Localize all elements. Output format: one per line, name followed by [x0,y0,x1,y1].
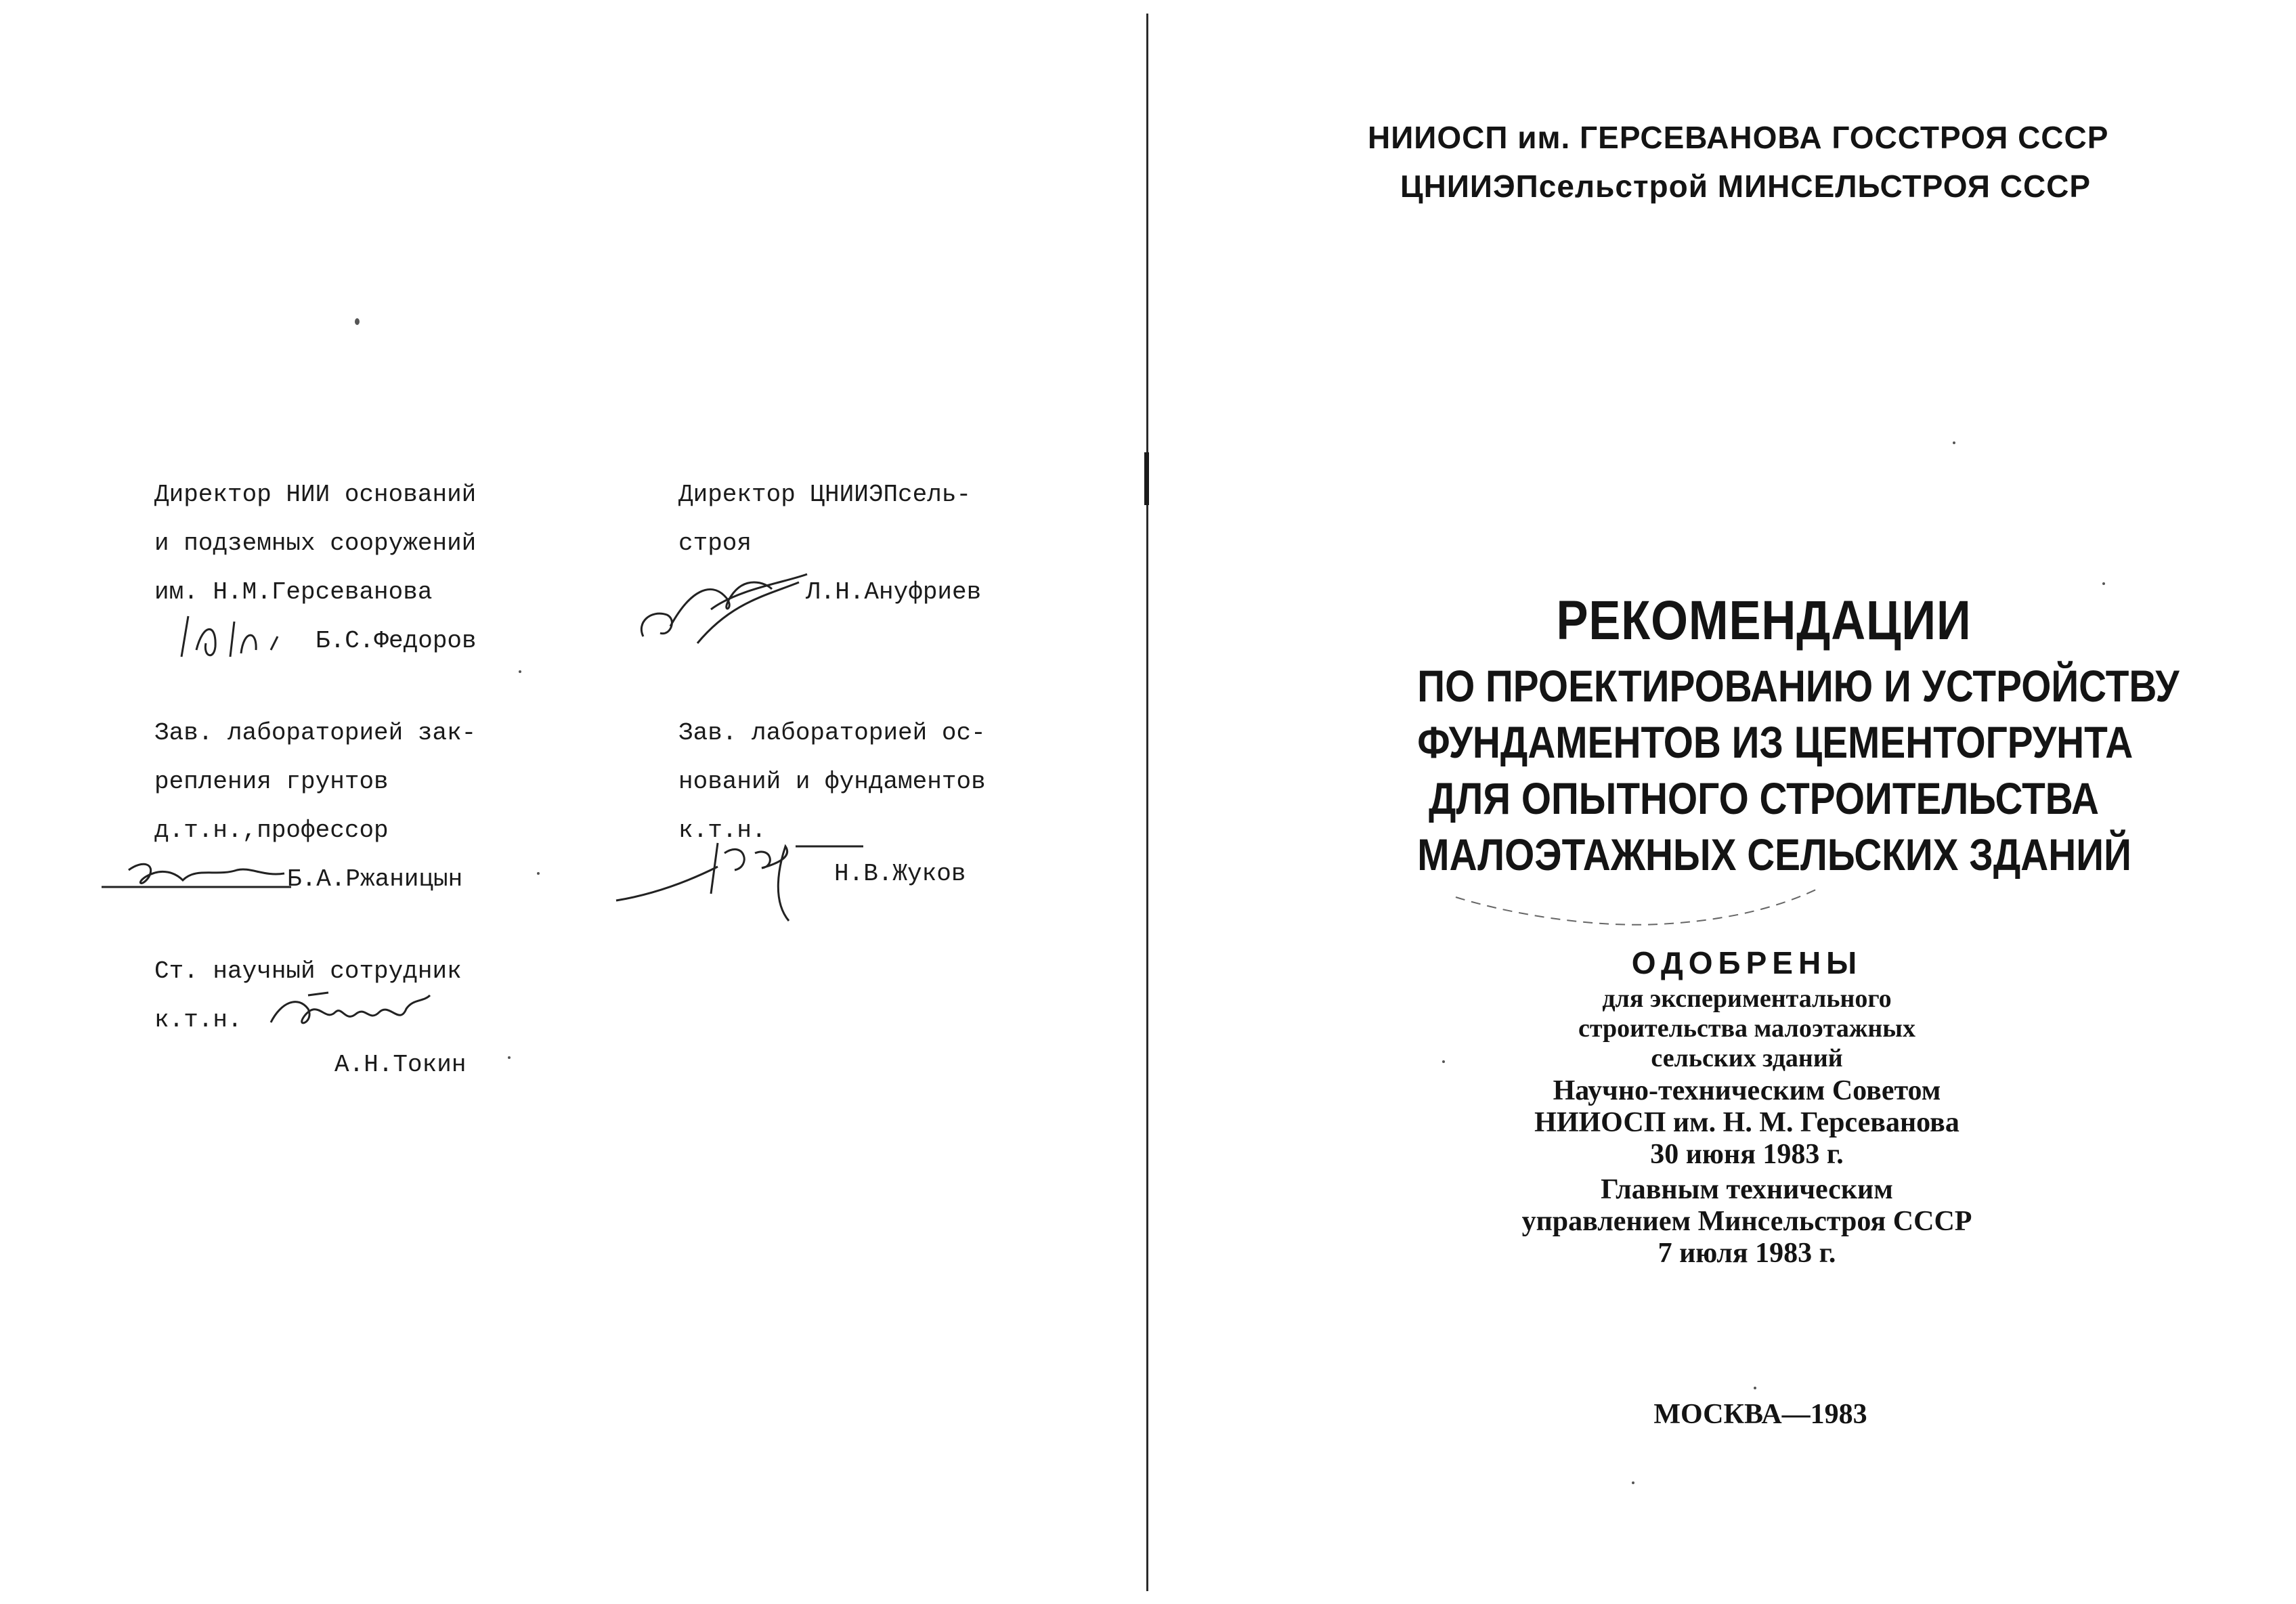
scan-speck [355,318,360,325]
scan-speck [1754,1387,1756,1389]
approval-line: строительства малоэтажных [1578,1014,1915,1043]
signer-name: Л.Н.Ануфриев [806,578,982,606]
subtitle-line: МАЛОЭТАЖНЫХ СЕЛЬСКИХ ЗДАНИЙ [1417,829,2131,880]
sign-block-line: репления грунтов [154,768,389,796]
scan-speck [537,872,540,875]
sign-block-line: нований и фундаментов [678,768,986,796]
approval-line: сельских зданий [1651,1044,1843,1072]
sign-block-line: Зав. лабораторией ос- [678,719,986,747]
sign-block-line: им. Н.М.Герсеванова [154,578,433,606]
sign-block-line: Директор ЦНИИЭПсель- [678,481,972,508]
signature-fedorov [176,609,311,674]
scan-speck [1953,441,1955,444]
decorative-rule [1456,887,1821,931]
scan-speck [508,1056,511,1059]
approval-line: НИИОСП им. Н. М. Герсеванова [1534,1107,1959,1138]
document-title: РЕКОМЕНДАЦИИ [1556,590,1972,651]
signature-anufriev [630,562,813,660]
approval-heading: ОДОБРЕНЫ [1631,945,1863,980]
approval-line: 7 июля 1983 г. [1658,1238,1836,1269]
scan-speck [2102,582,2105,585]
sign-block-line: и подземных сооружений [154,529,477,557]
subtitle-line: ДЛЯ ОПЫТНОГО СТРОИТЕЛЬСТВА [1429,773,2099,823]
scan-speck [1442,1060,1445,1063]
approval-line: 30 июня 1983 г. [1650,1139,1844,1170]
institute-header: НИИОСП им. ГЕРСЕВАНОВА ГОССТРОЯ СССР [1368,120,2109,155]
signature-tokin [267,989,443,1046]
scan-speck [519,670,521,673]
institute-header: ЦНИИЭПсельстрой МИНСЕЛЬСТРОЯ СССР [1400,169,2092,204]
approval-line: управлением Минсельстроя СССР [1521,1206,1972,1237]
city-year: МОСКВА—1983 [1653,1399,1867,1430]
sign-block-line: к.т.н. [154,1006,242,1034]
approval-line: для экспериментального [1602,984,1892,1013]
signature-zhukov [616,826,846,931]
sign-block-line: Ст. научный сотрудник [154,957,462,985]
signer-name: Н.В.Жуков [834,860,966,888]
signer-name: А.Н.Токин [334,1051,467,1079]
sign-block-line: д.т.н.,профессор [154,817,389,844]
gutter-mark [1144,452,1149,505]
sign-block-line: к.т.н. [678,817,766,844]
signer-name: Б.С.Федоров [316,627,477,655]
approval-line: Главным техническим [1601,1174,1893,1205]
sign-block-line: Директор НИИ оснований [154,481,477,508]
page-gutter [1146,14,1148,1591]
signer-name: Б.А.Ржаницын [287,865,463,893]
sign-block-line: строя [678,529,752,557]
approval-line: Научно-техническим Советом [1553,1075,1941,1106]
signature-rzhanitsyn [102,857,291,901]
scan-speck [1632,1481,1634,1484]
subtitle-line: ПО ПРОЕКТИРОВАНИЮ И УСТРОЙСТВУ [1417,661,2180,711]
subtitle-line: ФУНДАМЕНТОВ ИЗ ЦЕМЕНТОГРУНТА [1417,717,2133,767]
sign-block-line: Зав. лабораторией зак- [154,719,477,747]
